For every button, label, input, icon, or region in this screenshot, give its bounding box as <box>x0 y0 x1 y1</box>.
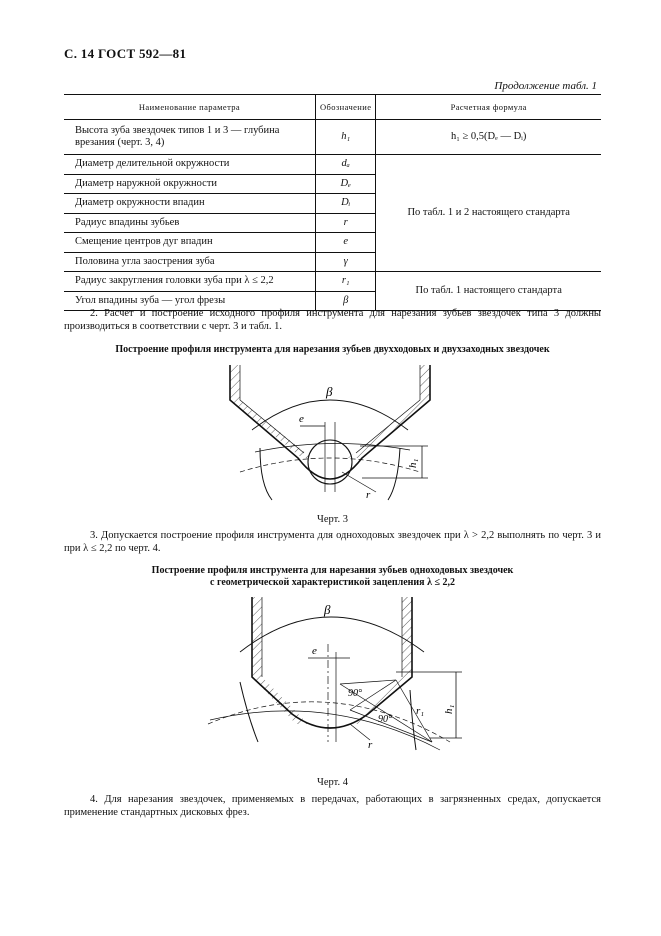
figure-3-caption: Черт. 3 <box>317 514 348 525</box>
figure-3-title: Построение профиля инструмента для нарезания зубьев двухходовых и двухзаходных звездочек <box>115 344 550 355</box>
tool-left-wall <box>252 597 308 724</box>
param-formula: h₁ ≥ 0,5(Dₑ — Dᵢ) <box>376 120 601 155</box>
e-label: e <box>312 645 317 657</box>
param-symbol: γ <box>316 252 376 272</box>
param-symbol: r <box>316 213 376 233</box>
param-name: Диаметр окружности впадин <box>64 194 316 214</box>
param-name: Высота зуба звездочек типов 1 и 3 — глубина врезания (черт. 3, 4) <box>64 120 316 155</box>
param-symbol: r₁ <box>316 272 376 292</box>
table-continuation-label: Продолжение табл. 1 <box>494 80 597 92</box>
sprocket-tooth-left <box>260 448 272 500</box>
root-line <box>210 711 440 750</box>
column-header-formula: Расчетная формула <box>376 95 601 120</box>
r-leader <box>350 724 370 740</box>
pitch-line <box>240 458 420 472</box>
param-name: Угол впадины зуба — угол фрезы <box>64 291 316 311</box>
beta-arc <box>240 617 424 652</box>
figure-4-title-line1: Построение профиля инструмента для нарезания зубьев одноходовых звездочек <box>151 565 514 576</box>
tool-right-wall <box>352 597 412 724</box>
param-name: Радиус закругления головки зуба при λ ≤ 2,2 <box>64 272 316 292</box>
angle-label-2: 90° <box>378 714 392 725</box>
param-symbol: h₁ <box>316 120 376 155</box>
sprocket-tooth-right <box>388 448 400 500</box>
figure-3-drawing <box>200 360 460 510</box>
column-header-symbol: Обозначение <box>316 95 376 120</box>
column-header-name: Наименование параметра <box>64 95 316 120</box>
paragraph-2: 2. Расчет и построение исходного профиля инструмента для нарезания зубьев звездочек типа 3 должны производиться в соответствии с черт. 3 и табл. 1. <box>64 308 601 332</box>
h1-label: h₁ <box>443 704 455 714</box>
param-symbol: Dₑ <box>316 174 376 194</box>
parameters-table <box>64 94 601 311</box>
sprocket-tooth-right <box>410 690 416 750</box>
param-name: Диаметр делительной окружности <box>64 155 316 175</box>
table-row <box>64 120 601 155</box>
beta-label: β <box>326 384 333 399</box>
figure-4-caption: Черт. 4 <box>317 777 348 788</box>
h1-label: h₁ <box>407 458 419 468</box>
roller-circle <box>308 440 352 484</box>
param-symbol: Dᵢ <box>316 194 376 214</box>
paragraph-3: 3. Допускается построение профиля инструмента для одноходовых звездочек при λ > 2,2 выполнять по черт. 3 и при λ ≤ 2,2 по черт. 4. <box>64 530 601 554</box>
table-row <box>64 272 601 292</box>
merged-formula-2: По табл. 1 настоящего стандарта <box>376 272 601 311</box>
figure-4-drawing <box>200 592 480 762</box>
paragraph-4: 4. Для нарезания звездочек, применяемых в передачах, работающих в загрязненных средах, допускается применение стандартных дисковых фрез. <box>64 794 601 818</box>
e-label: e <box>299 413 304 425</box>
param-symbol: e <box>316 233 376 253</box>
figure-4-title-line2: с геометрической характеристикой зацепления λ ≤ 2,2 <box>210 577 455 588</box>
param-name: Диаметр наружной окружности <box>64 174 316 194</box>
table-header-row <box>64 95 601 120</box>
r-leader <box>342 472 376 492</box>
param-symbol: dₐ <box>316 155 376 175</box>
beta-arc <box>252 400 408 430</box>
param-name: Смещение центров дуг впадин <box>64 233 316 253</box>
angle-label-1: 90° <box>348 688 362 699</box>
table-row <box>64 155 601 175</box>
param-name: Половина угла заострения зуба <box>64 252 316 272</box>
param-name: Радиус впадины зубьев <box>64 213 316 233</box>
merged-formula-1: По табл. 1 и 2 настоящего стандарта <box>376 155 601 272</box>
beta-label: β <box>324 602 331 617</box>
r1-label: r₁ <box>416 705 425 717</box>
param-symbol: β <box>316 291 376 311</box>
page-header: С. 14 ГОСТ 592—81 <box>64 46 187 61</box>
root-line <box>255 443 410 452</box>
r-label: r <box>368 739 373 751</box>
r-label: r <box>366 489 371 501</box>
